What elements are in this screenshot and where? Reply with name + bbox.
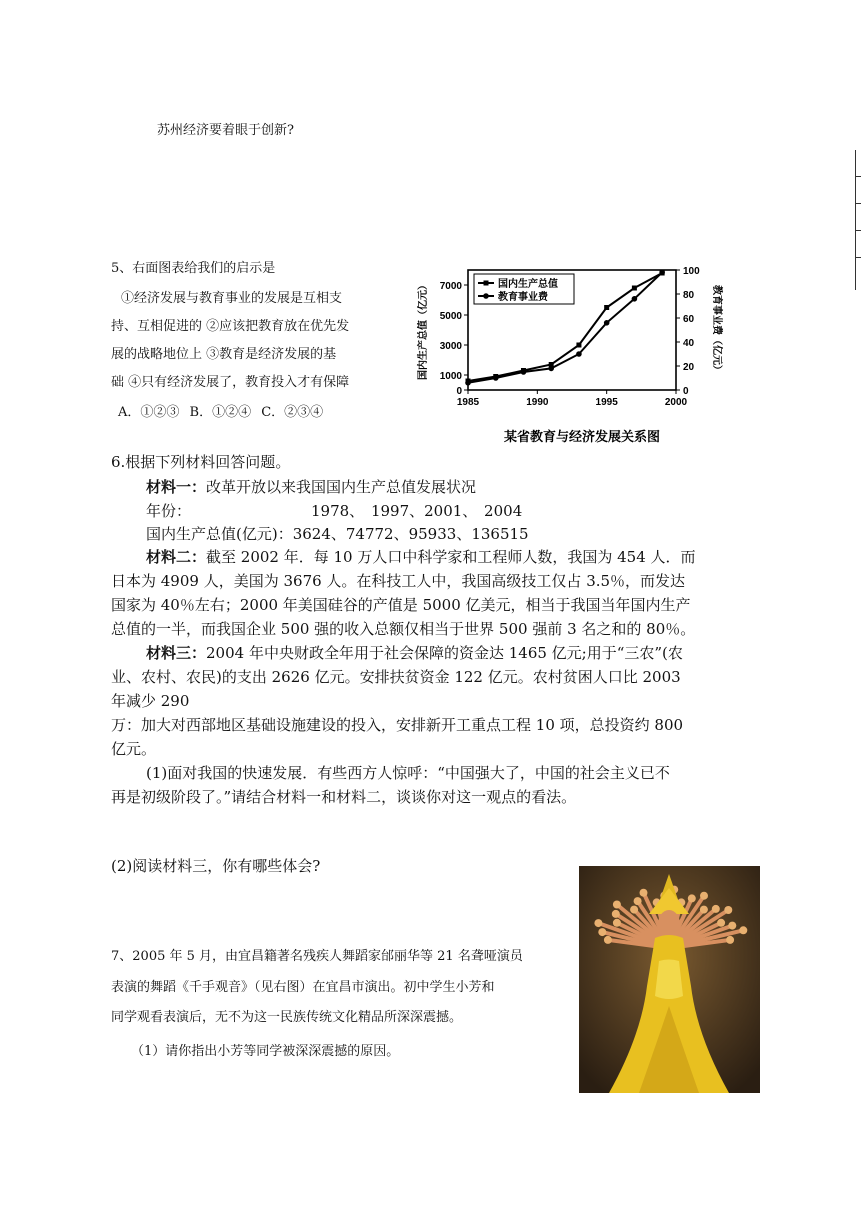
dancer-hand	[739, 926, 747, 934]
chart-title: 某省教育与经济发展关系图	[503, 430, 661, 445]
y-left-tick-label: 1000	[439, 371, 462, 382]
dancer-hand	[717, 919, 725, 927]
series-point-2	[493, 375, 499, 381]
material-one-line	[146, 475, 476, 499]
q4-tail-text: 苏州经济要着眼于创新?	[157, 123, 294, 138]
series-point-1	[632, 286, 637, 291]
q5-option-line: ①经济发展与教育事业的发展是互相支	[121, 291, 343, 306]
x-tick-label: 1985	[456, 397, 480, 408]
series-point-2	[465, 380, 471, 386]
education-economy-chart	[408, 258, 720, 450]
dancer-hand	[700, 906, 708, 914]
legend-marker	[483, 293, 489, 299]
dancer-hand	[613, 901, 621, 909]
years-label: 年份：	[146, 502, 192, 520]
series-point-1	[604, 305, 609, 310]
series-point-2	[576, 351, 582, 357]
dancer-hand	[640, 889, 648, 897]
dancer-hand	[634, 897, 642, 905]
dancer-hand	[700, 892, 708, 900]
material-three-line	[146, 641, 683, 665]
y-right-tick-label: 0	[683, 386, 689, 397]
legend-label: 国内生产总值	[498, 279, 558, 290]
q5-stem: 5、右面图表给我们的启示是	[111, 261, 276, 276]
dancer-hand	[688, 894, 696, 902]
x-tick-label: 2000	[664, 397, 688, 408]
y-left-tick-label: 3000	[439, 341, 462, 352]
years-values: 1978、 1997、2001、 2004	[311, 502, 523, 520]
material-three-text: 业、农村、农民)的支出 2626 亿元。安排扶贫资金 122 亿元。农村贫困人口比 2003	[111, 668, 681, 686]
legend-label: 教育事业费	[498, 292, 548, 303]
material-three-text: 2004 年中央财政全年用于社会保障的资金达 1465 亿元;用于“三农”(农	[206, 644, 683, 662]
y-left-tick-label: 7000	[439, 281, 462, 292]
clipped-table-edge	[855, 150, 861, 290]
q6-stem: 6.根据下列材料回答问题。	[111, 453, 291, 471]
y-right-tick-label: 20	[683, 362, 695, 373]
y-left-axis-label: 国内生产总值（亿元）	[418, 280, 429, 380]
q7-text: 表演的舞蹈《千手观音》（见右图）在宜昌市演出。初中学生小芳和	[111, 980, 495, 995]
x-tick-label: 1995	[595, 397, 618, 408]
series-point-2	[604, 320, 610, 326]
dancer-hand	[724, 906, 732, 914]
y-left-tick-label: 5000	[439, 311, 462, 322]
dancer-hand	[598, 928, 606, 936]
legend-marker	[484, 281, 489, 286]
gdp-values: 国内生产总值(亿元)：3624、74772、95933、136515	[146, 525, 529, 543]
material-two-text: 截至 2002 年．每 10 万人口中科学家和工程师人数，我国为 454 人．而	[206, 548, 696, 566]
y-right-tick-label: 60	[683, 314, 695, 325]
material-two-text: 日本为 4909 人，美国为 3676 人。在科技工人中，我国高级技工仅占 3.5％，而发达	[111, 572, 686, 590]
y-right-tick-label: 40	[683, 338, 695, 349]
y-right-axis-label: 教育事业费（亿元）	[711, 285, 722, 375]
thousand-hand-guanyin-photo	[579, 866, 760, 1093]
material-two-text: 总值的一半，而我国企业 500 强的收入总额仅相当于世界 500 强前 3 名之和的 80％。	[111, 620, 696, 638]
series-point-2	[521, 369, 527, 375]
sub-question-1: (1)面对我国的快速发展．有些西方人惊呼：“中国强大了，中国的社会主义已不	[146, 764, 670, 782]
q5-option-line: 础 ④只有经济发展了，教育投入才有保障	[111, 375, 350, 390]
dancer-hand	[712, 905, 720, 913]
q7-text: 7、2005 年 5 月，由宜昌籍著名残疾人舞蹈家邰丽华等 21 名聋哑演员	[111, 949, 523, 964]
dancer-hand	[594, 919, 602, 927]
dancer-hand	[726, 936, 734, 944]
material-three-text: 万：加大对西部地区基础设施建设的投入，安排新开工重点工程 10 项，总投资约 800	[111, 716, 684, 734]
series-point-2	[659, 270, 665, 276]
q5-option-line: 持、互相促进的 ②应该把教育放在优先发	[111, 319, 350, 334]
q5-option-line: 展的战略地位上 ③教育是经济发展的基	[111, 347, 337, 362]
y-right-tick-label: 100	[683, 266, 700, 277]
dancer-hand	[630, 906, 638, 914]
dancer-hand	[613, 919, 621, 927]
material-three-text: 亿元。	[111, 740, 157, 758]
material-one-text: 改革开放以来我国国内生产总值发展状况	[206, 478, 477, 496]
q5-choices: A．①②③ B．①②④ C．②③④	[118, 405, 324, 420]
material-two-line	[146, 545, 696, 569]
sub-question-1: 再是初级阶段了。”请结合材料一和材料二，谈谈你对这一观点的看法。	[111, 788, 577, 806]
dancer-hand	[612, 910, 620, 918]
y-left-tick-label: 0	[456, 386, 462, 397]
material-one-label: 材料一：	[146, 478, 207, 496]
q7-text: 同学观看表演后，无不为这一民族传统文化精品所深深震撼。	[111, 1010, 463, 1025]
series-point-2	[548, 366, 554, 372]
x-tick-label: 1990	[526, 397, 549, 408]
series-point-2	[632, 296, 638, 302]
series-point-1	[576, 343, 581, 348]
material-two-label: 材料二：	[146, 548, 207, 566]
y-right-tick-label: 80	[683, 290, 695, 301]
material-three-label: 材料三：	[146, 644, 207, 662]
material-three-text: 年减少 290	[111, 692, 190, 710]
sub-question-2: (2)阅读材料三，你有哪些体会?	[111, 857, 321, 875]
dancer-hand	[728, 922, 736, 930]
dancer-hand	[604, 936, 612, 944]
material-two-text: 国家为 40％左右；2000 年美国硅谷的产值是 5000 亿美元，相当于我国当年国内生产	[111, 596, 691, 614]
q7-sub-question-1: （1）请你指出小芳等同学被深深震撼的原因。	[131, 1044, 400, 1059]
